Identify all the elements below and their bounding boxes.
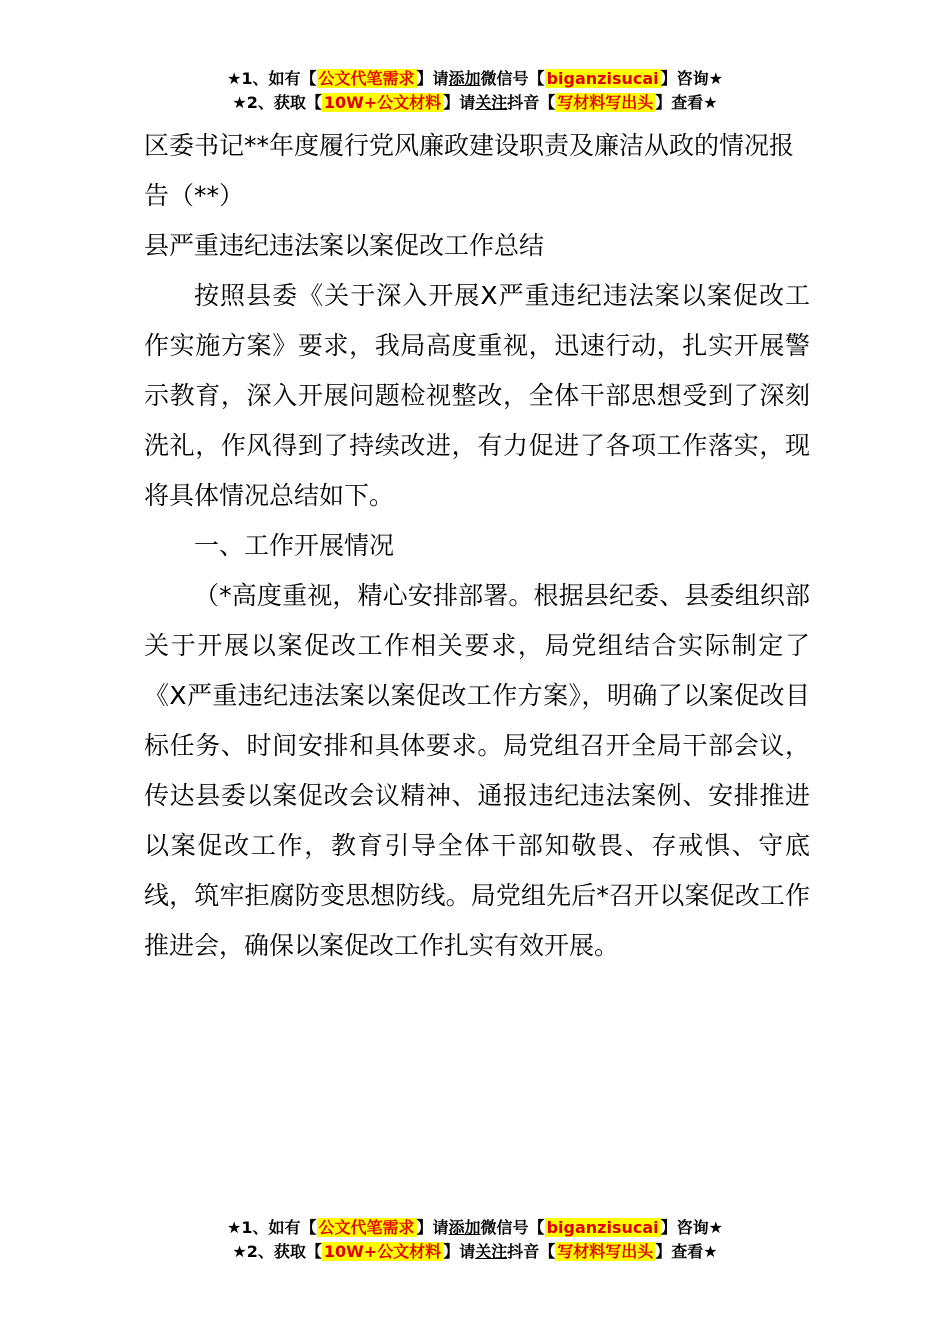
promo-text: 】请 <box>443 1242 476 1261</box>
promo-text: 微信号【 <box>480 1218 545 1237</box>
intro-paragraph: 按照县委《关于深入开展X严重违纪违法案以案促改工作实施方案》要求，我局高度重视，迅速行动，扎实开展警示教育，深入开展问题检视整改，全体干部思想受到了深刻洗礼，作风得到了持续改进，有力促进了各项工作落实，现将具体情况总结如下。 <box>144 281 810 510</box>
promo-text: ★1、如有【 <box>227 1218 317 1237</box>
promo-text: 抖音【 <box>507 93 556 112</box>
promo-text: 】请 <box>416 69 449 88</box>
promo-text: 】查看★ <box>655 1242 718 1261</box>
promo-highlight: 写材料写出头 <box>557 1242 654 1261</box>
promo-highlight: 10W+公文材料 <box>323 1242 442 1261</box>
promo-line-2 <box>0 91 950 115</box>
promo-banner-top <box>0 67 950 115</box>
promo-banner-bottom <box>0 1216 950 1264</box>
promo-text: 】咨询★ <box>660 1218 723 1237</box>
document-body <box>144 121 810 971</box>
promo-underline: 关注 <box>475 1242 508 1261</box>
promo-text: 】请 <box>443 93 476 112</box>
promo-text: ★2、获取【 <box>232 93 322 112</box>
promo-highlight: 写材料写出头 <box>557 93 654 112</box>
promo-underline: 添加 <box>448 69 481 88</box>
promo-line-1 <box>0 1216 950 1240</box>
promo-line-2 <box>0 1240 950 1264</box>
promo-text: 】请 <box>416 1218 449 1237</box>
section-heading: 一、工作开展情况 <box>194 531 395 560</box>
promo-highlight: biganzisucai <box>546 1218 659 1237</box>
promo-text: ★1、如有【 <box>227 69 317 88</box>
promo-text: 微信号【 <box>480 69 545 88</box>
promo-text: ★2、获取【 <box>232 1242 322 1261</box>
promo-text: 】查看★ <box>655 93 718 112</box>
promo-line-1 <box>0 67 950 91</box>
promo-highlight: biganzisucai <box>546 69 659 88</box>
promo-underline: 添加 <box>448 1218 481 1237</box>
body-paragraph: （*高度重视，精心安排部署。根据县纪委、县委组织部关于开展以案促改工作相关要求，局党组结合实际制定了《X严重违纪违法案以案促改工作方案》，明确了以案促改目标任务、时间安排和具体要求。局党组召开全局干部会议，传达县委以案促改会议精神、通报违纪违法案例、安排推进以案促改工作，教育引导全体干部知敬畏、存戒惧、守底线，筑牢拒腐防变思想防线。局党组先后*召开以案促改工作推进会，确保以案促改工作扎实有效开展。 <box>144 581 810 960</box>
promo-underline: 关注 <box>475 93 508 112</box>
promo-highlight: 10W+公文材料 <box>323 93 442 112</box>
promo-highlight: 公文代笔需求 <box>318 1218 415 1237</box>
header-title: 区委书记**年度履行党风廉政建设职责及廉洁从政的情况报告（**） <box>144 131 795 210</box>
promo-text: 抖音【 <box>507 1242 556 1261</box>
document-title: 县严重违纪违法案以案促改工作总结 <box>144 231 545 260</box>
promo-text: 】咨询★ <box>660 69 723 88</box>
promo-highlight: 公文代笔需求 <box>318 69 415 88</box>
